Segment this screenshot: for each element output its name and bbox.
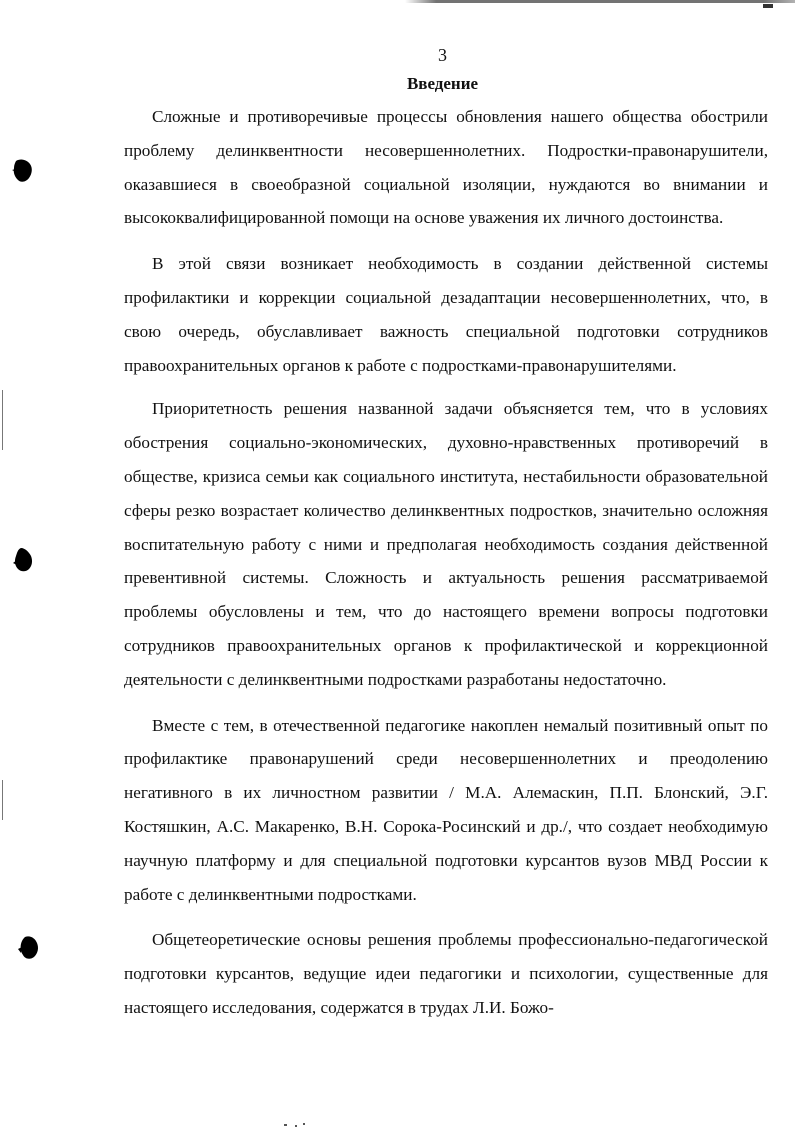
page-number: 3 — [438, 45, 447, 65]
punch-hole-icon — [18, 935, 40, 961]
scan-top-mark — [763, 4, 773, 8]
scan-top-edge — [405, 0, 795, 3]
scan-speck — [303, 1123, 305, 1125]
scan-speck — [284, 1124, 287, 1126]
paragraph: Общетеоретические основы решения проблемы профессионально-педагогической подготовки курсантов, ведущие идеи педагогики и психологии, существенные для настоящего исследования, содержатся в трудах Л.И. Божо- — [124, 930, 768, 1017]
paragraph: Вместе с тем, в отечественной педагогике накоплен немалый позитивный опыт по профилактике правонарушений среди несовершеннолетних и преодолению негативного в их личностном развитии / М.А. Алемаскин, П.П. Блонский, Э.Г. Костяшкин, А.С. Макаренко, В.Н. Сорока-Росинский и др./, что создает необходимую научную платформу и для специальной подготовки курсантов вузов МВД России к работе с делинквентными подростками. — [124, 715, 768, 904]
punch-hole-icon — [12, 158, 34, 184]
body-text — [124, 100, 768, 1035]
scan-left-edge-mark — [2, 390, 3, 450]
paragraph: Приоритетность решения названной задачи объясняется тем, что в условиях обострения социально-экономических, духовно-нравственных противоречий в обществе, кризиса семьи как социального института, нестабильности образовательной сферы резко возрастает количество делинквентных подростков, значительно осложняя воспитательную работу с ними и предполагая необходимость создания действенной превентивной системы. Сложность и актуальность решения рассматриваемой проблемы обусловлены и тем, что до настоящего времени вопросы подготовки сотрудников правоохранительных органов к профилактической и коррекционной деятельности с делинквентными подростками разработаны недостаточно. — [124, 399, 768, 689]
scan-speck — [295, 1125, 297, 1127]
punch-hole-icon — [12, 547, 34, 573]
paragraph: Сложные и противоречивые процессы обновления нашего общества обострили проблему делинквентности несовершеннолетних. Подростки-правонарушители, оказавшиеся в своеобразной социальной изоляции, нуждаются во внимании и высококвалифицированной помощи на основе уважения их личного достоинства. — [124, 107, 768, 228]
paragraph: В этой связи возникает необходимость в создании действенной системы профилактики и коррекции социальной дезадаптации несовершеннолетних, что, в свою очередь, обуславливает важность специальной подготовки сотрудников правоохранительных органов к работе с подростками-правонарушителями. — [124, 254, 768, 375]
scan-left-edge-mark — [2, 780, 3, 820]
page-title: Введение — [406, 74, 479, 93]
